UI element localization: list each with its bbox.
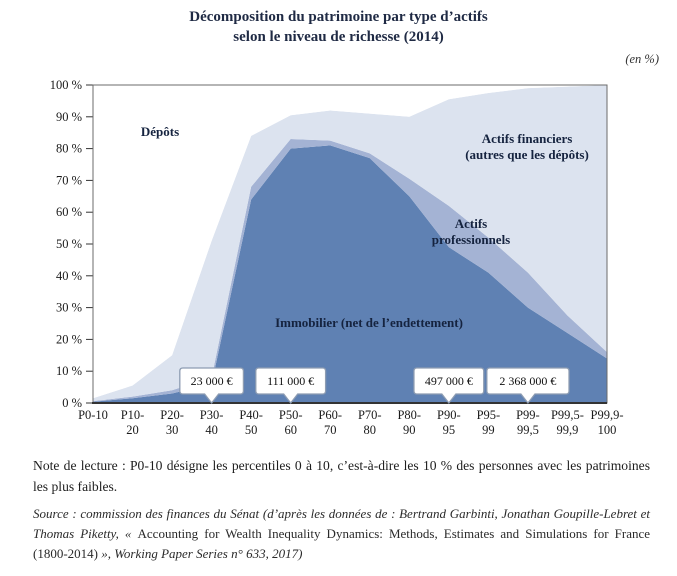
value-callout-label: 2 368 000 €: [499, 374, 557, 388]
x-tick-label: P80-: [397, 408, 422, 422]
area-label-financiers: (autres que les dépôts): [465, 147, 589, 162]
x-tick-label: P50-: [278, 408, 303, 422]
x-tick-label: P99,9-: [590, 408, 624, 422]
x-tick-label: 60: [284, 423, 297, 437]
x-tick-label: P30-: [199, 408, 224, 422]
value-callout-label: 497 000 €: [424, 374, 473, 388]
x-tick-label: 100: [597, 423, 617, 437]
x-tick-label: P99-: [516, 408, 540, 422]
y-tick-label: 80 %: [55, 141, 82, 156]
source-part3: », Working Paper Series n° 633, 2017): [98, 546, 303, 562]
x-tick-label: P70-: [357, 408, 382, 422]
x-tick-label: 30: [165, 423, 179, 437]
x-tick-label: P0-10: [78, 408, 108, 422]
x-tick-label: 70: [323, 423, 337, 437]
area-label-financiers: Actifs financiers: [481, 131, 573, 146]
value-callout-label: 111 000 €: [267, 374, 315, 388]
x-tick-label: 90: [403, 423, 416, 437]
y-tick-label: 70 %: [55, 173, 82, 188]
x-tick-label: P95-: [476, 408, 501, 422]
stacked-area-chart: [0, 72, 677, 444]
source-note: [33, 504, 650, 564]
x-tick-label: P20-: [160, 408, 184, 422]
x-tick-label: 99: [482, 423, 495, 437]
unit-label: (en %): [625, 52, 659, 66]
x-tick-label: 99,5: [516, 423, 539, 437]
x-tick-label: 40: [205, 423, 218, 437]
x-tick-label: P40-: [239, 408, 263, 422]
x-tick-label: 50: [244, 423, 258, 437]
x-tick-label: P99,5-: [550, 408, 584, 422]
y-tick-label: 60 %: [55, 205, 82, 220]
area-label-depots: Dépôts: [140, 124, 180, 139]
x-tick-label: 80: [363, 423, 377, 437]
y-tick-label: 50 %: [55, 237, 82, 251]
y-tick-label: 0 %: [62, 396, 82, 410]
value-callout-label: 23 000 €: [190, 374, 233, 388]
chart-title: [0, 7, 677, 48]
y-tick-label: 10 %: [55, 364, 82, 379]
source-part2: Accounting for Wealth Inequality Dynamics: Methods, Estimates and Simulations for France (1800-2014): [33, 526, 651, 562]
x-tick-label: P10-: [120, 408, 145, 422]
x-tick-label: P90-: [437, 408, 461, 422]
x-tick-label: 20: [126, 423, 139, 437]
x-tick-label: 99,9: [556, 423, 579, 437]
reading-note: Note de lecture : P0-10 désigne les percentiles 0 à 10, c’est-à-dire les 10 % des personnes avec les patrimoines les plus faibles.: [33, 458, 650, 495]
chart-title-line1: Décomposition du patrimoine par type d’actifs: [189, 9, 488, 25]
x-tick-label: 95: [442, 423, 456, 437]
y-tick-label: 40 %: [55, 268, 82, 283]
y-tick-label: 90 %: [55, 109, 82, 124]
y-tick-label: 20 %: [55, 332, 82, 347]
area-label-immobilier: Immobilier (net de l’endettement): [275, 315, 463, 330]
area-label-professionnels: professionnels: [431, 232, 511, 247]
area-label-professionnels: Actifs: [454, 216, 488, 231]
source-part1: Source : commission des finances du Sénat (d’après les données de : Bertrand Garbinti, Jonathan Goupille-Lebret et Thomas Piketty, «: [33, 506, 650, 542]
y-tick-label: 30 %: [55, 300, 82, 315]
chart-title-line2: selon le niveau de richesse (2014): [233, 29, 444, 46]
y-tick-label: 100 %: [49, 78, 82, 92]
x-tick-label: P60-: [318, 408, 343, 422]
